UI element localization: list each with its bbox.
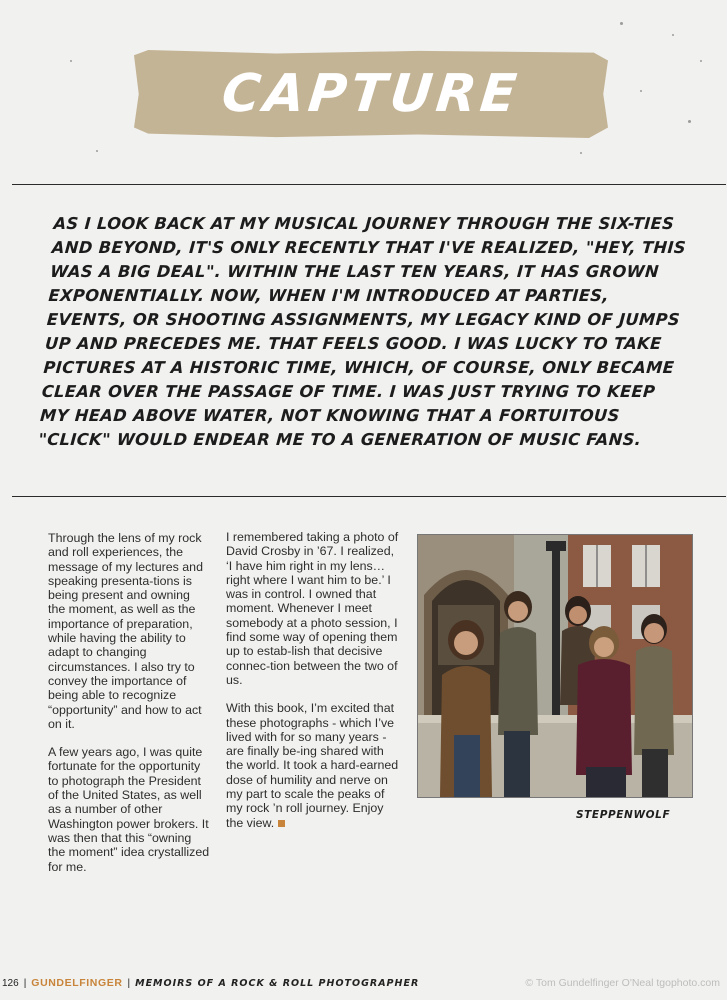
footer-separator: | bbox=[127, 977, 131, 989]
body-paragraph: Through the lens of my rock and roll experiences, the message of my lectures and speaking presenta-tions is being present and owning the moment, as well as the importance of preparation, while having the ability to adapt to changing circumstances. I also try to convey the importance of being able to recognize “opportunity” and how to act on it. bbox=[48, 531, 203, 731]
footer-brand: GUNDELFINGER bbox=[31, 977, 123, 989]
top-divider bbox=[12, 184, 726, 185]
bottom-divider bbox=[12, 496, 726, 497]
body-paragraph-text: With this book, I’m excited that these photographs - which I’ve lived with for so many years - are finally be-ing shared with the world. It took a hard-earned dose of humility and nerve on my part to scale the peaks of my rock ’n roll journey. Enjoy the view. bbox=[226, 701, 399, 830]
footer-separator: | bbox=[23, 977, 27, 989]
body-paragraph bbox=[226, 701, 400, 830]
footer-book-title: MEMOIRS OF A ROCK & ROLL PHOTOGRAPHER bbox=[135, 977, 420, 989]
page-footer bbox=[2, 973, 724, 993]
pull-quote: AS I LOOK BACK AT MY MUSICAL JOURNEY THROUGH THE SIX-TIES AND BEYOND, IT'S ONLY RECENTLY THAT I'VE REALIZED, "HEY, THIS WAS A BIG DEAL". WITHIN THE LAST TEN YEARS, IT HAS GROWN EXPONENTIALLY. NOW, WHEN I'M INTRODUCED AT PARTIES, EVENTS, OR SHOOTING ASSIGNMENTS, MY LEGACY KIND OF JUMPS UP AND PRECEDES ME. THAT FEELS GOOD. I WAS LUCKY TO TAKE PICTURES AT A HISTORIC TIME, WHICH, OF COURSE, ONLY BECAME CLEAR OVER THE PASSAGE OF TIME. I WAS JUST TRYING TO KEEP MY HEAD ABOVE WATER, NOT KNOWING THAT A FORTUITOUS "CLICK" WOULD ENDEAR ME TO A GENERATION OF MUSIC FANS. bbox=[37, 214, 687, 449]
page-title: CAPTURE bbox=[218, 64, 524, 124]
body-paragraph: A few years ago, I was quite fortunate for the opportunity to photograph the President of the United States, as well as a number of other Washington power brokers. It was then that this “owning the moment” idea crystallized for me. bbox=[48, 745, 210, 874]
body-paragraph: I remembered taking a photo of David Crosby in ’67. I realized, ‘I have him right in my lens… right where I want him to be.’ I was in control. I owned that moment. Whenever I meet somebody at a photo session, I find some way of opening them up to estab-lish that decisive connec-tion between the two of us. bbox=[226, 530, 399, 687]
end-mark-icon bbox=[278, 820, 285, 827]
page-number: 126 bbox=[2, 977, 19, 989]
body-column-1 bbox=[48, 531, 210, 888]
watermark: © Tom Gundelfinger O'Neal tgophoto.com bbox=[525, 977, 720, 989]
body-column-2 bbox=[226, 530, 400, 844]
band-photo bbox=[418, 535, 692, 797]
photo-caption: STEPPENWOLF bbox=[576, 809, 671, 821]
